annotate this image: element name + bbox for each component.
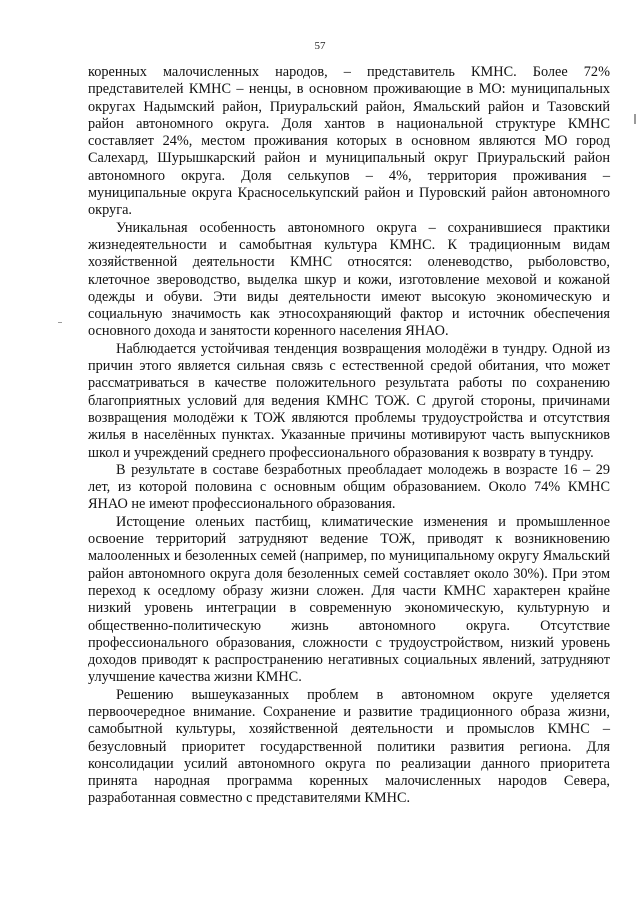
page-number: 57 bbox=[314, 40, 326, 52]
scan-artifact-dot bbox=[58, 322, 62, 323]
paragraph-2: Уникальная особенность автономного округа – сохранившиеся практики жизнедеятельности и самобытная культура КМНС. К традиционным видам хозяйственной деятельности КМНС относятся: оленеводство, рыболовство, клеточное звероводство, выделка шкур и кожи, изготовление меховой и кожаной одежды и обуви. Эти виды деятельности имеют высокую экономическую и социальную значимость как этносохраняющий фактор и источник обеспечения основного дохода и занятости коренного населения ЯНАО. bbox=[88, 219, 610, 340]
paragraph-1: коренных малочисленных народов, – представитель КМНС. Более 72% представителей КМНС – ненцы, в основном проживающие в МО: муниципальных округах Надымский район, Приуральский район, Ямальский район и Тазовский район автономного округа. Доля хантов в национальной структуре КМНС составляет 24%, местом проживания которых в основном являются МО город Салехард, Шурышкарский район и муниципальный округ Приуральский район автономного округа. Доля селькупов – 4%, территория проживания – муниципальные округа Красноселькупский район и Пуровский район автономного округа. bbox=[88, 64, 610, 219]
paragraph-6: Решению вышеуказанных проблем в автономном округе уделяется первоочередное внимание. Сохранение и развитие традиционного образа жизни, самобытной культуры, хозяйственной деятельности и промыслов КМНС – безусловный приоритет государственной политики развития региона. Для консолидации усилий автономного округа по реализации данного приоритета принята народная программа коренных малочисленных народов Севера, разработанная совместно с представителями КМНС. bbox=[88, 686, 610, 807]
paragraph-3: Наблюдается устойчивая тенденция возвращения молодёжи в тундру. Одной из причин этого является сильная связь с естественной средой обитания, что может рассматриваться в качестве положительного результата работы по сохранению благоприятных условий для ведения КМНС ТОЖ. С другой стороны, причинами возвращения молодёжи к ТОЖ являются проблемы трудоустройства и отсутствия жилья в населённых пунктах. Указанные причины мотивируют часть выпускников школ и учреждений среднего профессионального образования к возврату в тундру. bbox=[88, 340, 610, 461]
scan-artifact-mark bbox=[634, 114, 636, 124]
paragraph-4: В результате в составе безработных преобладает молодежь в возрасте 16 – 29 лет, из которой половина с основным общим образованием. Около 74% КМНС ЯНАО не имеют профессионального образования. bbox=[88, 461, 610, 513]
document-body bbox=[88, 64, 610, 808]
paragraph-5: Истощение оленьих пастбищ, климатические изменения и промышленное освоение территорий затрудняют ведение ТОЖ, приводят к возникновению малооленных и безоленных семей (например, по муниципальному округу Ямальский район автономного округа доля безоленных семей составляет около 30%). При этом переход к оседлому образу жизни сложен. Для части КМНС характерен крайне низкий уровень интеграции в современную экономическую, культурную и общественно-политическую жизнь автономного округа. Отсутствие профессионального образования, сложности с трудоустройством, низкий уровень доходов приводят к распространению негативных социальных явлений, затрудняют улучшение качества жизни КМНС. bbox=[88, 513, 610, 686]
